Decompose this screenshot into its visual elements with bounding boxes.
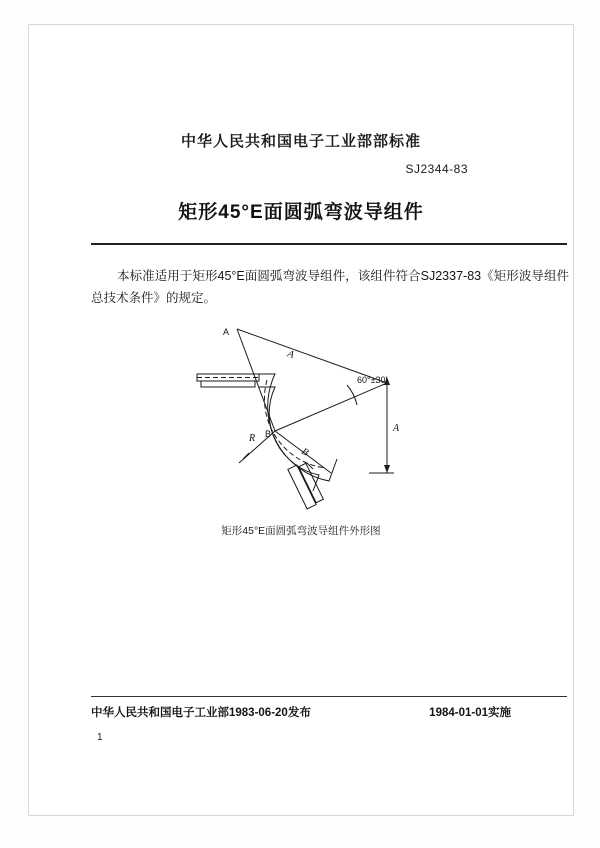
scope-paragraph bbox=[91, 265, 569, 309]
paragraph-text: 本标准适用于矩形45°E面圆弧弯波导组件，该组件符合SJ2337-83《矩形波导组件总技术条件》的规定。 bbox=[91, 269, 569, 305]
figure-drawing bbox=[179, 313, 449, 528]
flange-bottom-outer bbox=[288, 465, 316, 509]
label-tick-b: B bbox=[265, 429, 272, 439]
page-sheet bbox=[28, 24, 574, 816]
title-divider bbox=[91, 243, 567, 245]
footer-effective-date: 1984-01-01实施 bbox=[429, 707, 511, 719]
dim-line-left bbox=[237, 329, 275, 431]
label-a-top: A bbox=[286, 348, 296, 361]
dim-line-hypotenuse bbox=[275, 383, 387, 431]
tick-mark-1 bbox=[243, 453, 249, 459]
flange-top-inner bbox=[201, 381, 255, 387]
page-number: 1 bbox=[97, 732, 103, 743]
figure-caption: 矩形45°E面圆弧弯波导组件外形图 bbox=[221, 525, 381, 537]
standard-code: SJ2344-83 bbox=[405, 162, 468, 176]
waveguide-outline-figure bbox=[179, 313, 449, 528]
label-angle: 60°±30' bbox=[357, 375, 388, 385]
label-tick-a: A bbox=[223, 327, 230, 337]
footer-divider bbox=[91, 696, 567, 697]
label-a-right: A bbox=[393, 423, 400, 434]
page-title: 矩形45°E面圆弧弯波导组件 bbox=[178, 202, 424, 223]
label-b: B bbox=[299, 446, 311, 459]
issuing-organization: 中华人民共和国电子工业部部标准 bbox=[180, 133, 421, 150]
bend-centerline bbox=[264, 380, 325, 468]
angle-arc bbox=[347, 385, 357, 405]
arrow-down bbox=[384, 465, 390, 473]
label-r: R bbox=[249, 433, 256, 444]
footer-publisher: 中华人民共和国电子工业部1983-06-20发布 bbox=[91, 707, 311, 719]
